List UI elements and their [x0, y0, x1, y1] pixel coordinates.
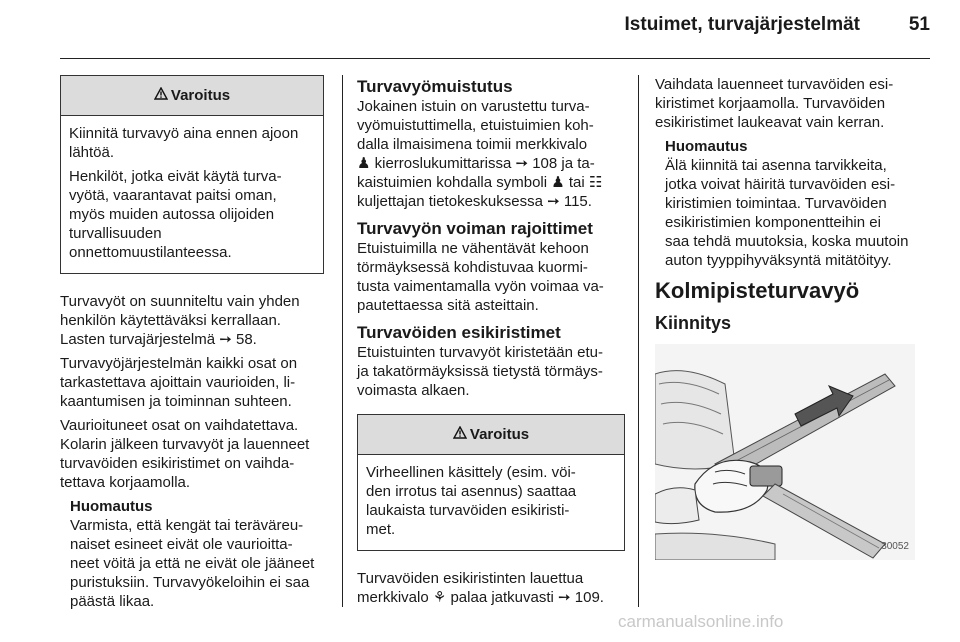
seatbelt-illustration [655, 344, 915, 560]
warning-body [358, 455, 624, 550]
header-divider [60, 58, 930, 59]
warning-header [358, 415, 624, 455]
body-paragraph: Turvavyöjärjestelmän kaikki osat on tarkastettava ajoittain vaurioiden, li- kaantumisen ja toiminnan suhteen. [60, 355, 298, 410]
chapter-heading: Kolmipisteturvavyö [655, 278, 860, 303]
body-paragraph: Vaurioituneet osat on vaihdatettava. Kolarin jälkeen turvavyöt ja lauenneet turvavöiden esikiristimet on vaihda- tettava korjaamolla. [60, 417, 310, 491]
subsection-heading: Kiinnitys [655, 313, 732, 333]
warning-text: Virheellinen käsittely (esim. vöi- den irrotus tai asennus) saattaa laukaista turvavöiden esikiristi- met. [366, 464, 577, 538]
note-title: Huomautus [665, 138, 748, 155]
body-paragraph: Jokainen istuin on varustettu turva- vyömuistuttimella, etuistuimien koh- dalla ilmaisimena toimii merkkivalo ♟ kierroslukumittarissa ➙ 108 ja ta- kaistuimien kohdalla symboli ♟ tai ☷ kuljettajan tietokeskuksessa ➙ 115. [357, 98, 603, 210]
warning-label: Varoitus [170, 87, 231, 104]
body-paragraph: Vaihdata lauenneet turvavöiden esi- kiristimet korjaamolla. Turvavöiden esikiristimet laukeavat vain kerran. [655, 76, 894, 131]
warning-header [61, 76, 323, 116]
note-block [655, 137, 930, 270]
note-text: Älä kiinnitä tai asenna tarvikkeita, jotka voivat häiritä turvavöiden esi- kiristimien toimintaa. Turvavöiden esikiristimien komponentteihin ei saa tehdä muutoksia, koska muutoin auton tyyppihyväksyntä mitätöityy. [665, 157, 909, 269]
warning-box [357, 414, 625, 551]
note-title: Huomautus [70, 498, 153, 515]
column-divider [342, 75, 343, 607]
page-header-title: Istuimet, turvajärjestelmät [624, 14, 860, 35]
warning-text: Henkilöt, jotka eivät käytä turva- vyötä, vaarantavat paitsi oman, myös muiden autossa olijoiden turvallisuuden onnettomuustilanteessa. [69, 168, 282, 261]
warning-label: Varoitus [469, 426, 530, 443]
body-paragraph: Turvavöiden esikiristinten lauettua merkkivalo ⚘ palaa jatkuvasti ➙ 109. [357, 570, 604, 606]
warning-triangle-icon [154, 86, 168, 105]
warning-text: Kiinnitä turvavyö aina ennen ajoon lähtöä. [69, 125, 299, 161]
watermark-text: carmanualsonline.info [618, 612, 784, 631]
warning-box [60, 75, 324, 274]
body-paragraph: Etuistuimilla ne vähentävät kehoon törmäyksessä kohdistuvaa kuormi- tusta vaimentamalla vyön voimaa va- pautettaessa sitä asteittain. [357, 240, 604, 314]
warning-triangle-icon [453, 425, 467, 444]
note-text: Varmista, että kengät tai teräväreu- naiset esineet eivät ole vaurioitta- neet vöitä ja että ne eivät ole jääneet puristuksiin. Turvavyökeloihin ei saa päästä likaa. [70, 517, 315, 610]
column-3 [655, 75, 930, 560]
body-paragraph: Turvavyöt on suunniteltu vain yhden henkilön käytettäväksi kerrallaan. Lasten turvajärjestelmä ➙ 58. [60, 293, 300, 348]
body-paragraph: Etuistuinten turvavyöt kiristetään etu- ja takatörmäyksissä tietystä törmäys- voimasta alkaen. [357, 344, 603, 399]
page-number: 51 [908, 14, 930, 35]
section-heading: Turvavyön voiman rajoittimet [357, 219, 593, 238]
column-divider [638, 75, 639, 607]
note-block [60, 497, 324, 611]
column-2 [357, 75, 625, 612]
section-heading: Turvavöiden esikiristimet [357, 323, 561, 342]
figure-number: 30052 [881, 541, 909, 552]
warning-body [61, 116, 323, 273]
section-heading: Turvavyömuistutus [357, 77, 513, 96]
seatbelt-fastening-illustration [655, 344, 915, 560]
column-1 [60, 75, 324, 619]
